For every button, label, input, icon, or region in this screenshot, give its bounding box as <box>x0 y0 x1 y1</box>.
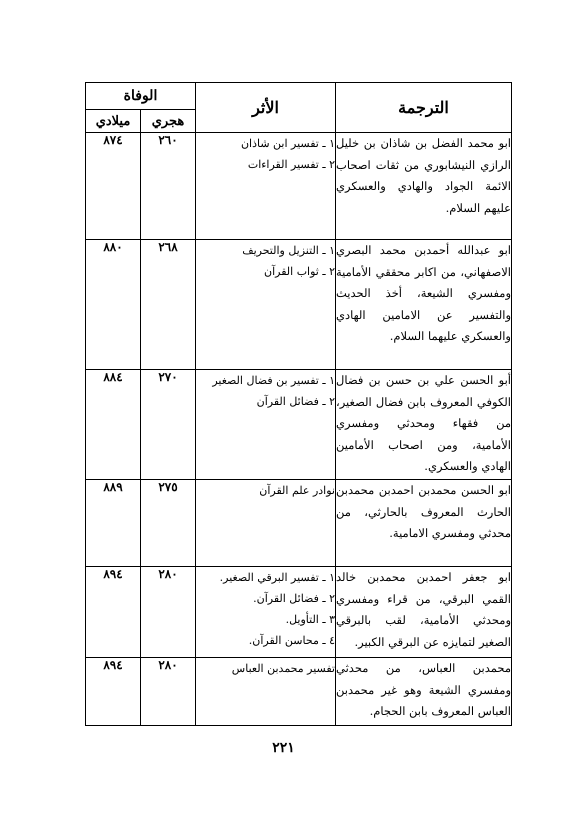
header-hijri: هجري <box>141 110 196 133</box>
header-gregorian: ميلادي <box>86 110 141 133</box>
bio-cell: أبو الحسن علي بن حسن بن فضال الكوفي المعروف بابن فضال الصغير، من فقهاء ومحدثي ومفسري الأمامية، ومن اصحاب الأمامين الهادي والعسكري. <box>336 370 512 480</box>
hijri-cell: ٢٨٠ <box>141 567 196 658</box>
bio-cell: ابو جعفر احمدبن محمدبن خالد القمي البرقي، من قراء ومفسري ومحدثي الأمامية، لقب بالبرقي الصغير لتمايزه عن البرقي الكبير. <box>336 567 512 658</box>
hijri-cell: ٢٦٨ <box>141 240 196 370</box>
work-item: ٢ ـ ثواب القرآن <box>264 265 335 278</box>
gregorian-cell: ٨٧٤ <box>86 133 141 240</box>
work-item: ١ ـ التنزيل والتحريف <box>242 244 335 257</box>
table-row <box>86 567 512 658</box>
gregorian-cell: ٨٩٤ <box>86 567 141 658</box>
works-cell <box>196 658 336 726</box>
hijri-cell: ٢٧٥ <box>141 480 196 567</box>
work-item: ٤ ـ محاسن القرآن. <box>248 634 335 647</box>
header-bio: الترجمة <box>336 83 512 133</box>
page-number: ٢٢١ <box>272 740 295 756</box>
gregorian-cell: ٨٩٤ <box>86 658 141 726</box>
table-row <box>86 370 512 480</box>
gregorian-cell: ٨٨٠ <box>86 240 141 370</box>
works-cell <box>196 240 336 370</box>
bio-cell: ابو محمد الفضل بن شاذان بن خليل الرازي النيشابوري من ثقات اصحاب الائمة الجواد والهادي والعسكري عليهم السلام. <box>336 133 512 240</box>
works-cell <box>196 133 336 240</box>
works-cell <box>196 480 336 567</box>
work-item: ٢ ـ فضائل القرآن. <box>253 592 335 605</box>
biography-table <box>85 82 512 726</box>
bio-cell: محمدبن العباس، من محدثي ومفسري الشيعة وهو غير محمدبن العباس المعروف بابن الحجام. <box>336 658 512 726</box>
works-cell <box>196 370 336 480</box>
work-item: ١ ـ تفسير بن فضال الصغير <box>212 374 335 387</box>
works-cell <box>196 567 336 658</box>
table-row <box>86 240 512 370</box>
table-row <box>86 480 512 567</box>
work-item: ٢ ـ فضائل القرآن <box>256 395 335 408</box>
hijri-cell: ٢٧٠ <box>141 370 196 480</box>
gregorian-cell: ٨٨٤ <box>86 370 141 480</box>
hijri-cell: ٢٦٠ <box>141 133 196 240</box>
work-item: ٢ ـ تفسير القراءات <box>247 158 335 171</box>
work-item: ١ ـ تفسير البرقي الصغير. <box>219 571 335 584</box>
work-item: ٣ ـ التأويل. <box>285 613 335 626</box>
work-item: ١ ـ تفسير ابن شاذان <box>240 137 335 150</box>
hijri-cell: ٢٨٠ <box>141 658 196 726</box>
bio-cell: ابو الحسن محمدبن احمدبن محمدبن الحارث المعروف بالحارثي، من محدثي ومفسري الامامية. <box>336 480 512 567</box>
bio-cell: ابو عبدالله أحمدبن محمد البصري الاصفهاني، من اكابر محققي الأمامية ومفسري الشيعة، أخذ الحديث والتفسير عن الامامين الهادي والعسكري عليهما السلام. <box>336 240 512 370</box>
work-item: نوادر علم القرآن <box>259 484 335 497</box>
table-row <box>86 658 512 726</box>
gregorian-cell: ٨٨٩ <box>86 480 141 567</box>
header-works: الأثر <box>196 83 336 133</box>
work-item: تفسير محمدبن العباس <box>231 662 335 675</box>
header-death: الوفاة <box>86 83 196 110</box>
table-row <box>86 133 512 240</box>
